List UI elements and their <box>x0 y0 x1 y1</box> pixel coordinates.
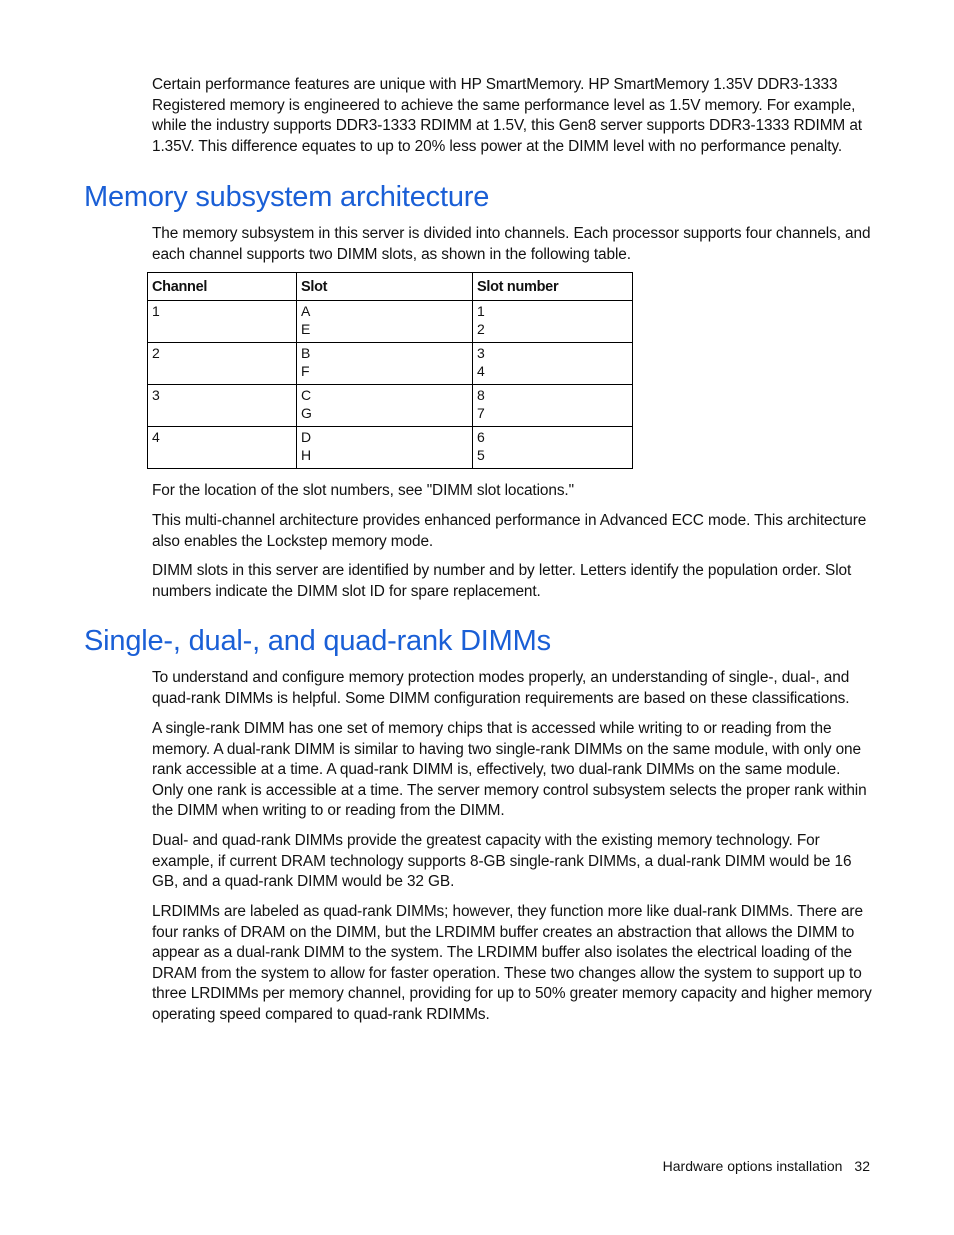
slot-number: 4 <box>477 363 485 379</box>
cell-slot <box>297 343 473 385</box>
table-row <box>148 385 633 427</box>
slot-letter: C <box>301 387 312 403</box>
memory-architecture-paragraph-3: This multi-channel architecture provides enhanced performance in Advanced ECC mode. This architecture also enables the Lockstep memory mode. <box>152 512 867 550</box>
page-number: 32 <box>854 1158 870 1174</box>
slot-letter: G <box>301 405 312 421</box>
memory-architecture-paragraph-4: DIMM slots in this server are identified by number and by letter. Letters identify the population order. Slot numbers indicate the DIMM slot ID for spare replacement. <box>152 562 852 600</box>
slot-number: 7 <box>477 405 485 421</box>
slot-letter: B <box>301 345 311 361</box>
slot-letter: H <box>301 447 312 463</box>
table-row <box>148 343 633 385</box>
slot-letter: D <box>301 429 312 445</box>
footer-section-name: Hardware options installation <box>662 1158 843 1174</box>
table-row <box>148 301 633 343</box>
cell-slot-number <box>473 385 633 427</box>
channel-value: 4 <box>152 429 160 445</box>
memory-architecture-paragraph-1: The memory subsystem in this server is divided into channels. Each processor supports four channels, and each channel supports two DIMM slots, as shown in the following table. <box>152 225 871 263</box>
section-heading-rank-dimms: Single-, dual-, and quad-rank DIMMs <box>84 625 551 657</box>
cell-channel <box>148 301 297 343</box>
channel-slot-table <box>147 272 633 469</box>
intro-paragraph: Certain performance features are unique with HP SmartMemory. HP SmartMemory 1.35V DDR3-1333 Registered memory is engineered to achieve the same performance level as 1.5V memory. For example, while the industry supports DDR3-1333 RDIMM at 1.5V, this Gen8 server supports DDR3-1333 RDIMM at 1.35V. This difference equates to up to 20% less power at the DIMM level with no performance penalty. <box>152 76 862 155</box>
header-channel: Channel <box>148 273 297 301</box>
cell-slot <box>297 427 473 469</box>
rank-dimms-paragraph-3: Dual- and quad-rank DIMMs provide the greatest capacity with the existing memory technology. For example, if current DRAM technology supports 8-GB single-rank DIMMs, a dual-rank DIMM would be 16 GB, and a quad-rank DIMM would be 32 GB. <box>152 832 852 890</box>
cell-channel <box>148 343 297 385</box>
memory-architecture-paragraph-2: For the location of the slot numbers, see "DIMM slot locations." <box>152 482 574 499</box>
cell-slot <box>297 301 473 343</box>
slot-letter: E <box>301 321 311 337</box>
slot-number: 5 <box>477 447 485 463</box>
section-heading-memory-architecture: Memory subsystem architecture <box>84 181 490 213</box>
slot-number: 6 <box>477 429 485 445</box>
slot-number: 2 <box>477 321 485 337</box>
channel-value: 1 <box>152 303 160 319</box>
table-header-row <box>148 273 633 301</box>
rank-dimms-paragraph-1: To understand and configure memory protection modes properly, an understanding of single-, dual-, and quad-rank DIMMs is helpful. Some DIMM configuration requirements are based on these classifications. <box>152 669 850 707</box>
header-slot-number: Slot number <box>473 273 633 301</box>
slot-number: 1 <box>477 303 485 319</box>
cell-slot <box>297 385 473 427</box>
rank-dimms-paragraph-2: A single-rank DIMM has one set of memory chips that is accessed while writing to or reading from the memory. A dual-rank DIMM is similar to having two single-rank DIMMs on the same module, with only one rank accessible at a time. A quad-rank DIMM is, effectively, two dual-rank DIMMs on the same module. Only one rank is accessible at a time. The server memory control subsystem selects the proper rank within the DIMM when writing to or reading from the DIMM. <box>152 720 867 819</box>
channel-value: 2 <box>152 345 160 361</box>
page-footer <box>651 1158 870 1174</box>
slot-number: 8 <box>477 387 485 403</box>
cell-slot-number <box>473 343 633 385</box>
table-row <box>148 427 633 469</box>
channel-value: 3 <box>152 387 160 403</box>
slot-letter: F <box>301 363 310 379</box>
cell-slot-number <box>473 427 633 469</box>
rank-dimms-paragraph-4: LRDIMMs are labeled as quad-rank DIMMs; however, they function more like dual-rank DIMMs. There are four ranks of DRAM on the DIMM, but the LRDIMM buffer creates an abstraction that allows the DIMM to appear as a dual-rank DIMM to the system. The LRDIMM buffer also isolates the electrical loading of the DRAM from the system to allow for faster operation. These two changes allow the system to support up to three LRDIMMs per memory channel, providing for up to 50% greater memory capacity and higher memory operating speed compared to quad-rank RDIMMs. <box>152 903 872 1023</box>
cell-channel <box>148 385 297 427</box>
cell-channel <box>148 427 297 469</box>
header-slot: Slot <box>297 273 473 301</box>
cell-slot-number <box>473 301 633 343</box>
slot-number: 3 <box>477 345 485 361</box>
slot-letter: A <box>301 303 311 319</box>
